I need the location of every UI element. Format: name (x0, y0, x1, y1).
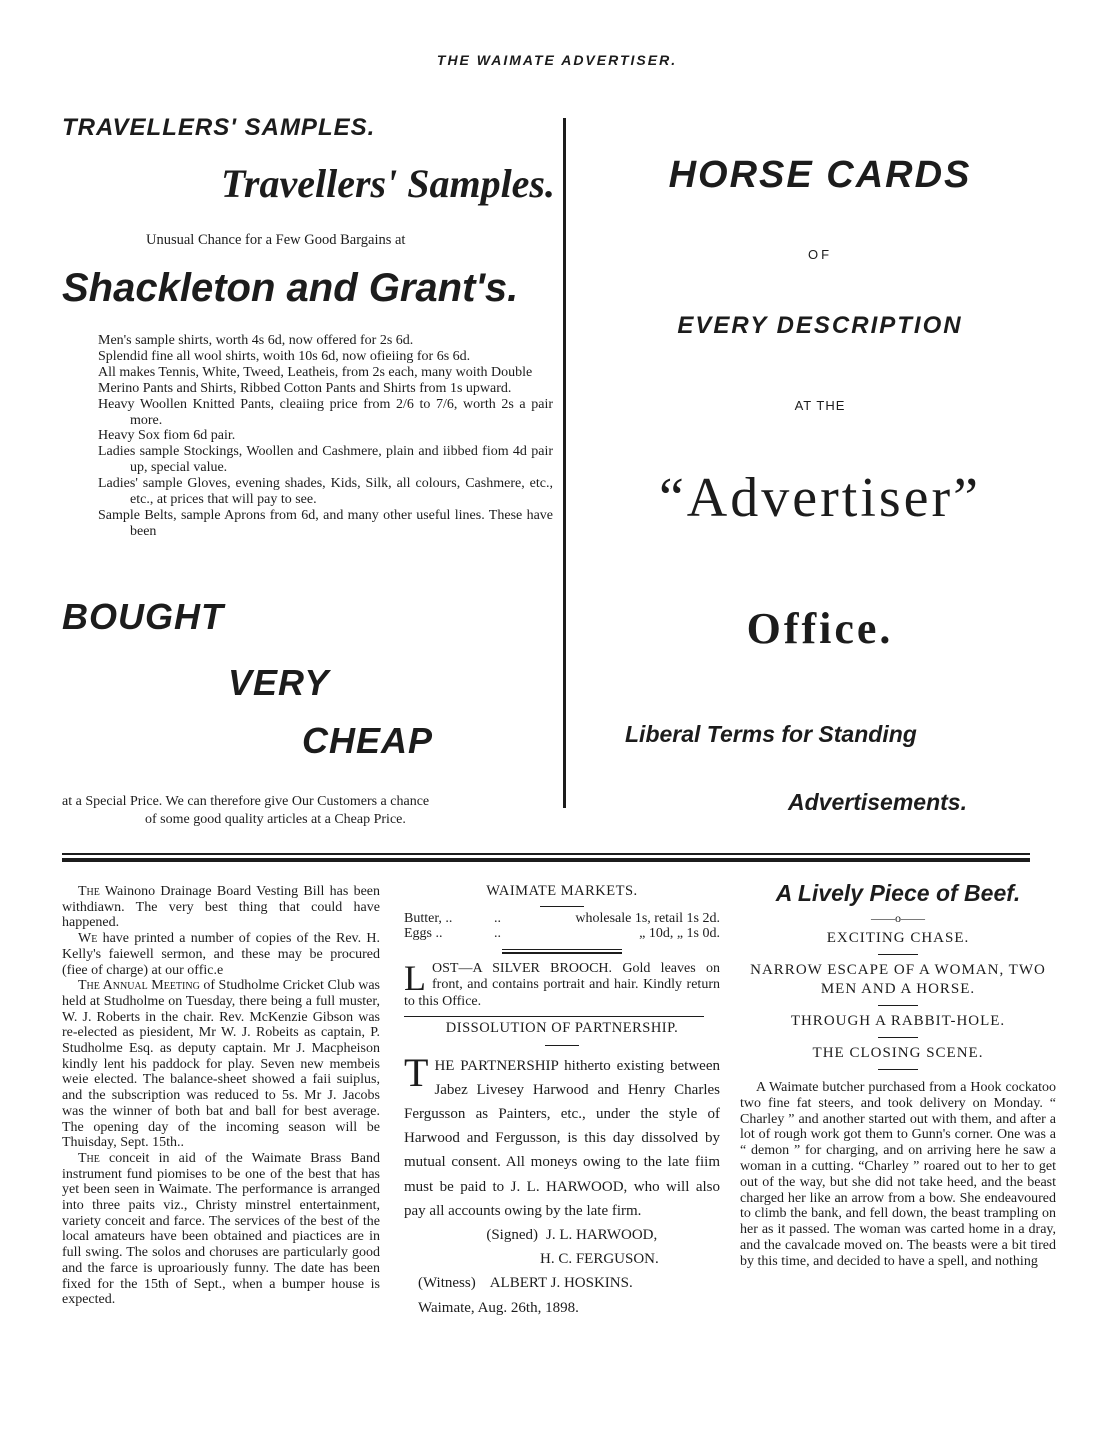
divider (545, 1045, 579, 1046)
market-item: Butter, .. (404, 910, 453, 926)
column-story (740, 880, 1056, 1270)
signature-2: H. C. FERGUSON. (540, 1251, 659, 1268)
drop-cap: T (404, 1049, 429, 1095)
signature-row (404, 1223, 720, 1247)
ad-heading-big: Travellers' Samples. (220, 161, 555, 206)
story-body (740, 1080, 1056, 1270)
of-label: OF (807, 247, 833, 262)
news-lead: The (78, 1150, 100, 1166)
ad-heading-small: TRAVELLERS' SAMPLES. (62, 114, 376, 141)
story-title: A Lively Piece of Beef. (775, 880, 1021, 906)
ad-bought: BOUGHT (62, 596, 224, 637)
advertiser-name: “Advertiser” (658, 467, 982, 529)
news-wainono (62, 884, 380, 931)
news-cricket (62, 978, 380, 1151)
list-item: Ladies sample Stockings, Woollen and Cashmere, plain and iibbed fiom 4d pair up, special value. (98, 444, 553, 476)
news-lead: The Annual Meeting (78, 978, 200, 994)
signature-1: J. L. HARWOOD, (546, 1226, 658, 1243)
list-item: All makes Tennis, White, Tweed, Leatheis, from 2s each, many woith Double (98, 364, 533, 380)
story-subheading: EXCITING CHASE. (826, 930, 970, 946)
divider (878, 1037, 918, 1038)
market-dots: .. (494, 926, 501, 941)
advertisements-label: Advertisements. (788, 789, 967, 815)
lost-text: OST—A SILVER BROOCH. Gold leaves on front, and contains portrait and hair. Kindly return to this Office. (404, 960, 720, 1009)
divider (502, 952, 622, 954)
horizontal-rule-bottom (62, 858, 1030, 862)
news-text: Wainono Drainage Board Vesting Bill has been withdiawn. The very best thing that could have happened. (62, 884, 380, 931)
drop-cap: L (404, 957, 426, 998)
horizontal-rule-top (62, 853, 1030, 855)
divider (502, 949, 622, 950)
witness-row (404, 1271, 720, 1295)
divider (878, 954, 918, 955)
witness-label: (Witness) (418, 1275, 476, 1292)
list-item: Heavy Sox fiom 6d pair. (98, 428, 236, 444)
divider (878, 1069, 918, 1070)
ad-very: VERY (228, 662, 330, 703)
news-sermon (62, 931, 380, 978)
signed-label: (Signed) (486, 1226, 538, 1243)
markets-title: WAIMATE MARKETS. (486, 883, 638, 899)
list-item: Sample Belts, sample Aprons from 6d, and many other useful lines. These have been (98, 507, 553, 539)
list-item: Heavy Woollen Knitted Pants, cleaiing price from 2/6 to 7/6, worth 2s a pair more. (98, 396, 553, 428)
ad-intro: Unusual Chance for a Few Good Bargains at (146, 232, 406, 248)
ad-footer-line-2: of some good quality articles at a Cheap Price. (145, 812, 406, 827)
partnership-notice (404, 1049, 720, 1223)
story-subheading: NARROW ESCAPE OF A WOMAN, TWO MEN AND A HORSE. (750, 962, 1046, 997)
news-concert (62, 1151, 380, 1308)
divider (878, 1005, 918, 1006)
news-text: conceit in aid of the Waimate Brass Band instrument fund piomises to be one of the best that has yet been seen in Waimate. The performance is arranged into three paits viz., Christy minstrel entertainment, variety conceit and farce. The services of the best of the local amateurs have been obtained and piactices are in full swing. The solos and choruses are particularly good and the farce is uproariously funny. The date has been fixed for the 15th of Sept., when a bumper house is expected. (62, 1150, 380, 1308)
news-lead: We (78, 931, 98, 947)
office-label: Office. (746, 604, 894, 653)
news-text: of Studholme Cricket Club was held at Studholme on Tuesday, there being a full muster, W. J. Roberts in the chair. Rev. McKenzie Gibson was re-elected as piesident, Mr W. J. Robeits as captain, P. Studholme Esq. as deputy captain. Mr J. Macpheison kindly lent his paddock for play. Seven new membeis weie elected. The balance-sheet showed a faii suiplus, and the subscription was reduced to 5s. Mr J. Jacobs was the winner of both bat and ball for best average. The opening day of the incoming season will be Thuisday, Sept. 15th.. (62, 978, 381, 1151)
market-price: wholesale 1s, retail 1s 2d. (575, 910, 720, 926)
dissolution-title: DISSOLUTION OF PARTNERSHIP. (445, 1020, 679, 1036)
market-price: „ 10d, „ 1s 0d. (639, 926, 720, 941)
witness-name: ALBERT J. HOSKINS. (489, 1275, 633, 1292)
newspaper-header: THE WAIMATE ADVERTISER. (436, 52, 678, 68)
list-item: Men's sample shirts, worth 4s 6d, now offered for 2s 6d. (98, 333, 414, 348)
list-item: Merino Pants and Shirts, Ribbed Cotton Pants and Shirts from 1s upward. (98, 380, 512, 396)
ad-items-list (98, 333, 553, 540)
divider (540, 906, 584, 907)
horse-cards-title: HORSE CARDS (668, 154, 972, 196)
list-item: Splendid fine all wool shirts, woith 10s 6d, now ofieiing for 6s 6d. (98, 348, 471, 364)
ad-footer-line-1: at a Special Price. We can therefore give Our Customers a chance (62, 794, 430, 809)
ad-cheap: CHEAP (302, 720, 434, 761)
ad-store-name: Shackleton and Grant's. (62, 266, 519, 310)
liberal-terms: Liberal Terms for Standing (625, 721, 917, 747)
partnership-text: HE PARTNERSHIP hitherto existing between Jabez Livesey Harwood and Henry Charles Fergusson as Painters, etc., under the style of Harwood and Fergusson, is this day dissolved by mutual consent. All moneys owing to the late fiim must be paid to J. L. HARWOOD, who will also pay all accounts owing by the late firm. (404, 1057, 720, 1219)
lost-notice (404, 957, 720, 1011)
column-local-news (62, 884, 380, 1308)
list-item: Ladies' sample Gloves, evening shades, Kids, Silk, all colours, Cashmere, etc., etc., at prices that will pay to see. (98, 476, 553, 508)
story-subheading: THROUGH A RABBIT-HOLE. (790, 1013, 1006, 1029)
story-text: A Waimate butcher purchased from a Hook cockatoo two fine fat steers, and took delivery on Monday. “ Charley ” and another started out with them, and after a lot of rough work got them to Gunn's corner. One was a “ demon ” for charging, and on arriving here he saw a woman in a cutting. “Charley ” roared out to her to get out of the way, but she did not take heed, and the beast charged her like an arrow from a bow. She endeavoured to climb the bank, and fell down, the beast trampling on her as it passed. The woman was carted home in a dray, and the cavalcade moved on. The beasts were a bit tired by this time, and decided to have a spell, and nothing (740, 1080, 1056, 1269)
vertical-column-rule (563, 118, 566, 808)
news-text: have printed a number of copies of the Rev. H. Kelly's faiewell sermon, and these may be procured (fiee of charge) at our offic.e (62, 931, 380, 978)
story-subheading: THE CLOSING SCENE. (812, 1045, 984, 1061)
every-description: EVERY DESCRIPTION (677, 312, 963, 339)
market-row-butter (404, 911, 720, 927)
market-item: Eggs .. (404, 926, 443, 941)
column-notices (404, 884, 720, 1320)
news-lead: The (78, 884, 100, 899)
story-separator: ——o—— (871, 911, 925, 925)
market-row-eggs (404, 926, 720, 942)
at-the-label: AT THE (794, 398, 846, 413)
divider (404, 1016, 704, 1017)
market-dots: .. (494, 910, 501, 926)
place-date: Waimate, Aug. 26th, 1898. (418, 1299, 579, 1316)
